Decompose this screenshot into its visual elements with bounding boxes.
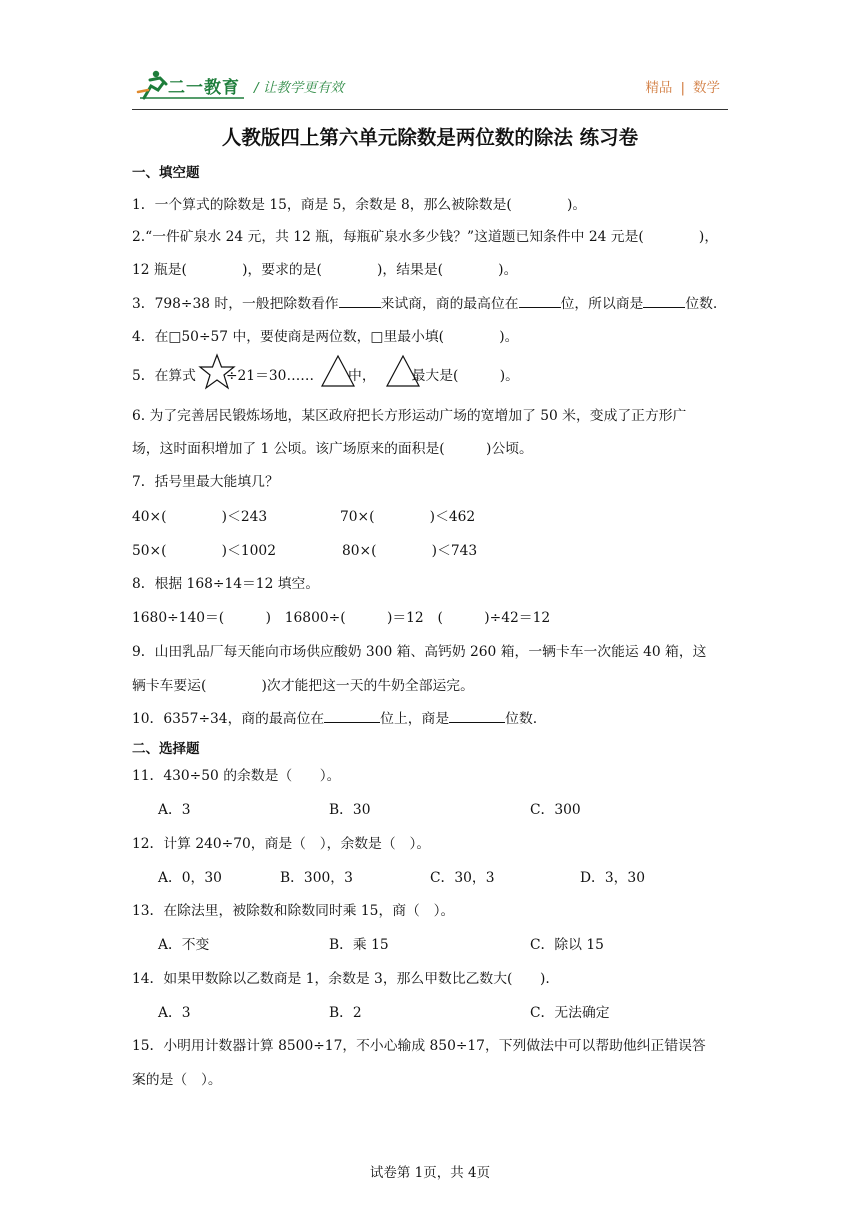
q3-part-1: 3．798÷38 时，一般把除数看作 bbox=[132, 296, 339, 312]
section-multiple-choice: 二、选择题 bbox=[132, 741, 200, 757]
question-7-row-1b: 70×( )＜462 bbox=[340, 509, 476, 525]
q12-option-d: D．3，30 bbox=[580, 870, 645, 886]
q3-part-2: 来试商，商的最高位在 bbox=[380, 296, 519, 312]
q12-option-c: C．30，3 bbox=[430, 870, 495, 886]
brand-name: 二一教育 bbox=[168, 78, 240, 98]
q12-option-b: B．300，3 bbox=[280, 870, 353, 886]
triangle-icon bbox=[385, 354, 421, 388]
star-icon bbox=[198, 353, 236, 391]
question-2-line-2: 12 瓶是( )，要求的是( )，结果是( )。 bbox=[132, 262, 518, 278]
q5-part-4: 最大是( )。 bbox=[411, 368, 519, 384]
question-7-row-1a: 40×( )＜243 bbox=[132, 509, 268, 525]
q11-option-b: B．30 bbox=[329, 802, 371, 818]
q3-part-3: 位，所以商是 bbox=[560, 296, 644, 312]
question-8-row: 1680÷140＝( ) 16800÷( )＝12 ( )÷42＝12 bbox=[132, 610, 551, 626]
question-7-row-2a: 50×( )＜1002 bbox=[132, 543, 276, 559]
q13-option-c: C．除以 15 bbox=[530, 937, 604, 953]
question-15-line-1: 15．小明用计数器计算 8500÷17，不小心输成 850÷17，下列做法中可以帮助他纠正错误答 bbox=[132, 1038, 706, 1054]
answer-blank bbox=[339, 295, 381, 308]
q5-part-3: 中， bbox=[348, 368, 376, 384]
page-title: 人教版四上第六单元除数是两位数的除法 练习卷 bbox=[221, 126, 639, 149]
question-3 bbox=[132, 292, 717, 312]
header-divider bbox=[132, 109, 728, 110]
question-15-line-2: 案的是（ ）。 bbox=[132, 1072, 222, 1088]
q14-option-b: B．2 bbox=[329, 1005, 362, 1021]
question-8: 8．根据 168÷14＝12 填空。 bbox=[132, 576, 320, 592]
page-header bbox=[132, 62, 722, 104]
question-12: 12．计算 240÷70，商是（ ），余数是（ ）。 bbox=[132, 836, 431, 852]
answer-blank bbox=[449, 710, 505, 723]
question-14: 14．如果甲数除以乙数商是 1，余数是 3，那么甲数比乙数大( ). bbox=[132, 971, 550, 987]
q14-option-c: C．无法确定 bbox=[530, 1005, 610, 1021]
answer-blank bbox=[643, 295, 685, 308]
q14-option-a: A．3 bbox=[158, 1005, 191, 1021]
category-label: 精品 bbox=[645, 80, 673, 96]
q10-part-3: 位数. bbox=[505, 711, 538, 727]
question-13: 13．在除法里，被除数和除数同时乘 15，商（ ）。 bbox=[132, 903, 455, 919]
category-separator: | bbox=[680, 80, 685, 96]
q10-part-1: 10．6357÷34，商的最高位在 bbox=[132, 711, 325, 727]
q13-option-b: B．乘 15 bbox=[329, 937, 389, 953]
page-footer: 试卷第 1页，共 4页 bbox=[369, 1165, 491, 1181]
question-10 bbox=[132, 707, 537, 727]
question-4: 4．在□50÷57 中，要使商是两位数，□里最小填( )。 bbox=[132, 329, 519, 345]
section-fill-blank: 一、填空题 bbox=[132, 165, 200, 181]
q5-part-1: 5．在算式 bbox=[132, 368, 196, 384]
slogan: / 让教学更有效 bbox=[254, 80, 344, 96]
question-9-line-1: 9．山田乳品厂每天能向市场供应酸奶 300 箱、高钙奶 260 箱，一辆卡车一次能运 40 箱，这 bbox=[132, 644, 707, 660]
q10-part-2: 位上，商是 bbox=[380, 711, 450, 727]
answer-blank bbox=[519, 295, 561, 308]
question-1: 1．一个算式的除数是 15，商是 5，余数是 8，那么被除数是( )。 bbox=[132, 197, 587, 213]
header-category bbox=[645, 76, 720, 96]
question-2-line-1: 2.“一件矿泉水 24 元，共 12 瓶，每瓶矿泉水多少钱？”这道题已知条件中 24 元是( )， bbox=[132, 229, 719, 245]
question-7: 7．括号里最大能填几？ bbox=[132, 474, 279, 490]
subject-label: 数学 bbox=[693, 80, 720, 96]
q11-option-c: C．300 bbox=[530, 802, 581, 818]
answer-blank bbox=[324, 710, 380, 723]
question-6-line-1: 6. 为了完善居民锻炼场地，某区政府把长方形运动广场的宽增加了 50 米，变成了正方形广 bbox=[132, 408, 687, 424]
question-6-line-2: 场，这时面积增加了 1 公顷。该广场原来的面积是( )公顷。 bbox=[132, 441, 533, 457]
triangle-icon bbox=[320, 354, 356, 388]
q11-option-a: A．3 bbox=[158, 802, 191, 818]
question-9-line-2: 辆卡车要运( )次才能把这一天的牛奶全部运完。 bbox=[132, 678, 474, 694]
question-11: 11．430÷50 的余数是（ ）。 bbox=[132, 768, 341, 784]
question-7-row-2b: 80×( )＜743 bbox=[342, 543, 478, 559]
q3-part-4: 位数. bbox=[685, 296, 718, 312]
q5-part-2: ÷21＝30…… bbox=[225, 368, 315, 384]
q12-option-a: A．0，30 bbox=[158, 870, 222, 886]
q13-option-a: A．不变 bbox=[158, 937, 210, 953]
